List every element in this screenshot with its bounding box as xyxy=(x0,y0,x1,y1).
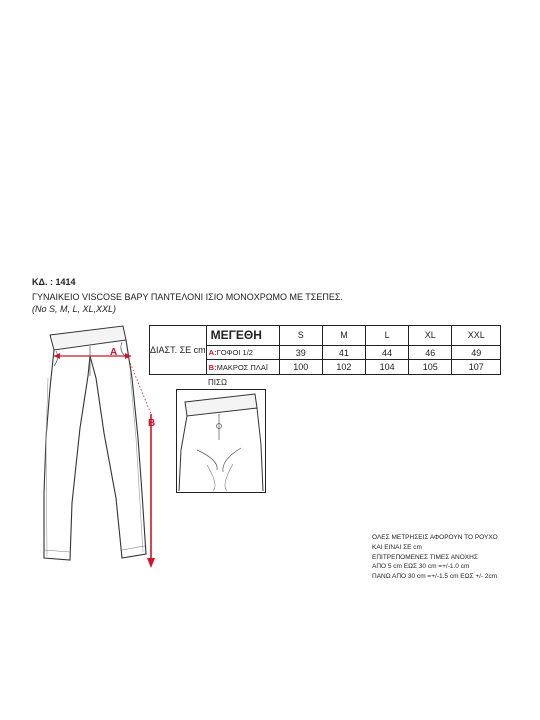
size-l: L xyxy=(366,326,409,346)
back-view-frame xyxy=(176,389,266,493)
length-l: 104 xyxy=(366,360,409,375)
sizes-header: ΜΕΓΕΘΗ xyxy=(206,326,279,346)
hips-s: 39 xyxy=(279,345,322,360)
length-s: 100 xyxy=(279,360,322,375)
hips-m: 41 xyxy=(322,345,365,360)
row-label-length: B:ΜΑΚΡΟΣ ΠΛΑΪ xyxy=(206,360,279,375)
label-b: B xyxy=(148,418,156,429)
size-xxl: XXL xyxy=(452,326,501,346)
length-m: 102 xyxy=(322,360,365,375)
note-line: ΕΠΙΤΡΕΠΟΜΕΝΕΣ ΤΙΜΕΣ ΑΝΟΧΗΣ xyxy=(372,553,478,561)
note-line: ΑΠΟ 5 cm ΕΩΣ 30 cm =+/-1.0 cm xyxy=(372,563,470,571)
note-line: ΚΑΙ ΕΙΝΑΙ ΣΕ cm xyxy=(372,543,422,551)
dimensions-label: ΔΙΑΣΤ. ΣΕ cm xyxy=(150,326,207,375)
hips-l: 44 xyxy=(366,345,409,360)
size-xl: XL xyxy=(409,326,452,346)
measurement-notes xyxy=(372,533,498,582)
note-line: ΟΛΕΣ ΜΕΤΡΗΣΕΙΣ ΑΦΟΡΟΥΝ ΤΟ ΡΟΥΧΟ xyxy=(372,534,498,541)
back-trousers-drawing xyxy=(177,390,264,491)
size-m: M xyxy=(322,326,365,346)
size-chart-table xyxy=(149,325,501,375)
size-s: S xyxy=(279,326,322,346)
length-xl: 105 xyxy=(409,360,452,375)
row-label-hips: A:ΓΟΦΟΙ 1/2 xyxy=(206,345,279,360)
note-line: ΠΑΝΩ ΑΠΟ 30 cm =+/-1.5 cm ΕΩΣ +/- 2cm xyxy=(372,573,498,581)
length-xxl: 107 xyxy=(452,360,501,375)
product-code: ΚΔ. : 1414 xyxy=(32,277,76,287)
back-view-label: ΠΙΣΩ xyxy=(208,378,227,387)
available-sizes-note: (No S, M, L, XL,XXL) xyxy=(32,304,117,314)
product-description: ΓΥΝΑΙΚΕΙΟ VISCOSE ΒΑΡΥ ΠΑΝΤΕΛΟΝΙ ΙΣΙΟ ΜΟΝΟΧΡΩΜΟ ΜΕ ΤΣΕΠΕΣ. xyxy=(32,292,343,302)
hips-xl: 46 xyxy=(409,345,452,360)
hips-xxl: 49 xyxy=(452,345,501,360)
label-a: A xyxy=(110,347,118,358)
